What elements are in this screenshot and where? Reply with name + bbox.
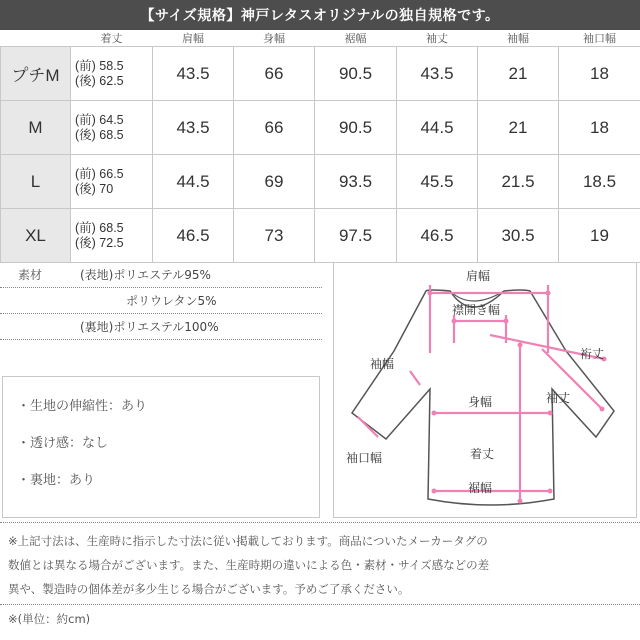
material-row	[0, 314, 322, 340]
sleeve-width-cell: 21.5	[478, 155, 559, 209]
header-sleeve-length: 袖丈	[397, 30, 478, 47]
shoulder-cell: 43.5	[153, 47, 234, 101]
body-cell: 66	[234, 101, 315, 155]
length-front: (前) 64.5	[75, 112, 124, 127]
length-front: (前) 68.5	[75, 220, 124, 235]
header-hem-width: 裾幅	[315, 30, 397, 47]
measurement-arrows	[428, 291, 607, 504]
notes-section	[0, 522, 640, 601]
length-cell	[71, 47, 153, 101]
size-label: XL	[1, 209, 71, 263]
material-value: (表地)ポリエステル95%	[80, 268, 211, 282]
table-row	[1, 209, 640, 263]
header-length: 着丈	[71, 30, 153, 47]
hem-cell: 90.5	[315, 47, 397, 101]
table-row	[1, 47, 640, 101]
cuff-cell: 18	[559, 47, 640, 101]
shoulder-cell: 43.5	[153, 101, 234, 155]
label-shoulder: 肩幅	[466, 269, 491, 283]
hem-cell: 97.5	[315, 209, 397, 263]
header-shoulder: 肩幅	[153, 30, 234, 47]
body-cell: 69	[234, 155, 315, 209]
label-body-width: 身幅	[468, 395, 493, 409]
note-line: 異や、製造時の個体差が多少生じる場合がございます。予めご了承ください。	[8, 582, 410, 596]
sleeve-length-cell: 46.5	[397, 209, 478, 263]
unit-note: ※(単位：約cm)	[0, 604, 640, 627]
note-line: ※上記寸法は、生産時に指示した寸法に従い掲載しております。商品についたメーカータグの	[8, 534, 488, 548]
length-back: (後) 70	[75, 181, 114, 196]
sleeve-width-cell: 30.5	[478, 209, 559, 263]
body-cell: 73	[234, 209, 315, 263]
feature-lining: ・裏地：あり	[17, 473, 96, 488]
label-sleeve-length: 袖丈	[546, 391, 571, 405]
material-label: 素材	[18, 268, 43, 282]
size-table	[0, 30, 640, 263]
sleeve-width-cell: 21	[478, 47, 559, 101]
length-back: (後) 72.5	[75, 235, 124, 250]
cuff-cell: 18.5	[559, 155, 640, 209]
length-front: (前) 66.5	[75, 166, 124, 181]
length-cell	[71, 101, 153, 155]
header-cuff-width: 袖口幅	[559, 30, 640, 47]
label-cuff-width: 袖口幅	[346, 451, 383, 465]
shoulder-cell: 46.5	[153, 209, 234, 263]
length-back: (後) 62.5	[75, 73, 124, 88]
table-header-corner	[1, 30, 71, 47]
size-label: プチM	[1, 47, 71, 101]
label-sleeve-width: 袖幅	[370, 357, 395, 371]
cuff-cell: 19	[559, 209, 640, 263]
length-front: (前) 58.5	[75, 58, 124, 73]
header-body-width: 身幅	[234, 30, 315, 47]
hem-cell: 93.5	[315, 155, 397, 209]
length-cell	[71, 209, 153, 263]
length-cell	[71, 155, 153, 209]
body-cell: 66	[234, 47, 315, 101]
hem-cell: 90.5	[315, 101, 397, 155]
material-row	[0, 288, 322, 314]
material-value: (裏地)ポリエステル100%	[80, 320, 219, 334]
sleeve-width-cell: 21	[478, 101, 559, 155]
sleeve-length-cell: 45.5	[397, 155, 478, 209]
cuff-cell: 18	[559, 101, 640, 155]
material-section	[0, 262, 322, 340]
length-back: (後) 68.5	[75, 127, 124, 142]
size-label: L	[1, 155, 71, 209]
label-neck-width: 襟開き幅	[452, 303, 501, 317]
sleeve-length-cell: 43.5	[397, 47, 478, 101]
size-label: M	[1, 101, 71, 155]
material-value: ポリウレタン5%	[126, 294, 217, 308]
features-box	[2, 376, 320, 518]
measurement-diagram	[333, 262, 637, 518]
feature-sheerness: ・透け感：なし	[17, 436, 109, 451]
header-sleeve-width: 袖幅	[478, 30, 559, 47]
page-title: 【サイズ規格】神戸レタスオリジナルの独自規格です。	[0, 0, 640, 30]
shoulder-cell: 44.5	[153, 155, 234, 209]
label-yuki: 裄丈	[580, 347, 605, 361]
feature-stretch: ・生地の伸縮性：あり	[17, 399, 148, 414]
table-row	[1, 101, 640, 155]
label-hem-width: 裾幅	[468, 481, 493, 495]
material-row	[0, 262, 322, 288]
table-header-row	[1, 30, 640, 47]
label-length: 着丈	[470, 447, 495, 461]
sleeve-length-cell: 44.5	[397, 101, 478, 155]
table-row	[1, 155, 640, 209]
note-line: 数値とは異なる場合がございます。また、生産時期の違いによる色・素材・サイズ感などの差	[8, 558, 490, 572]
